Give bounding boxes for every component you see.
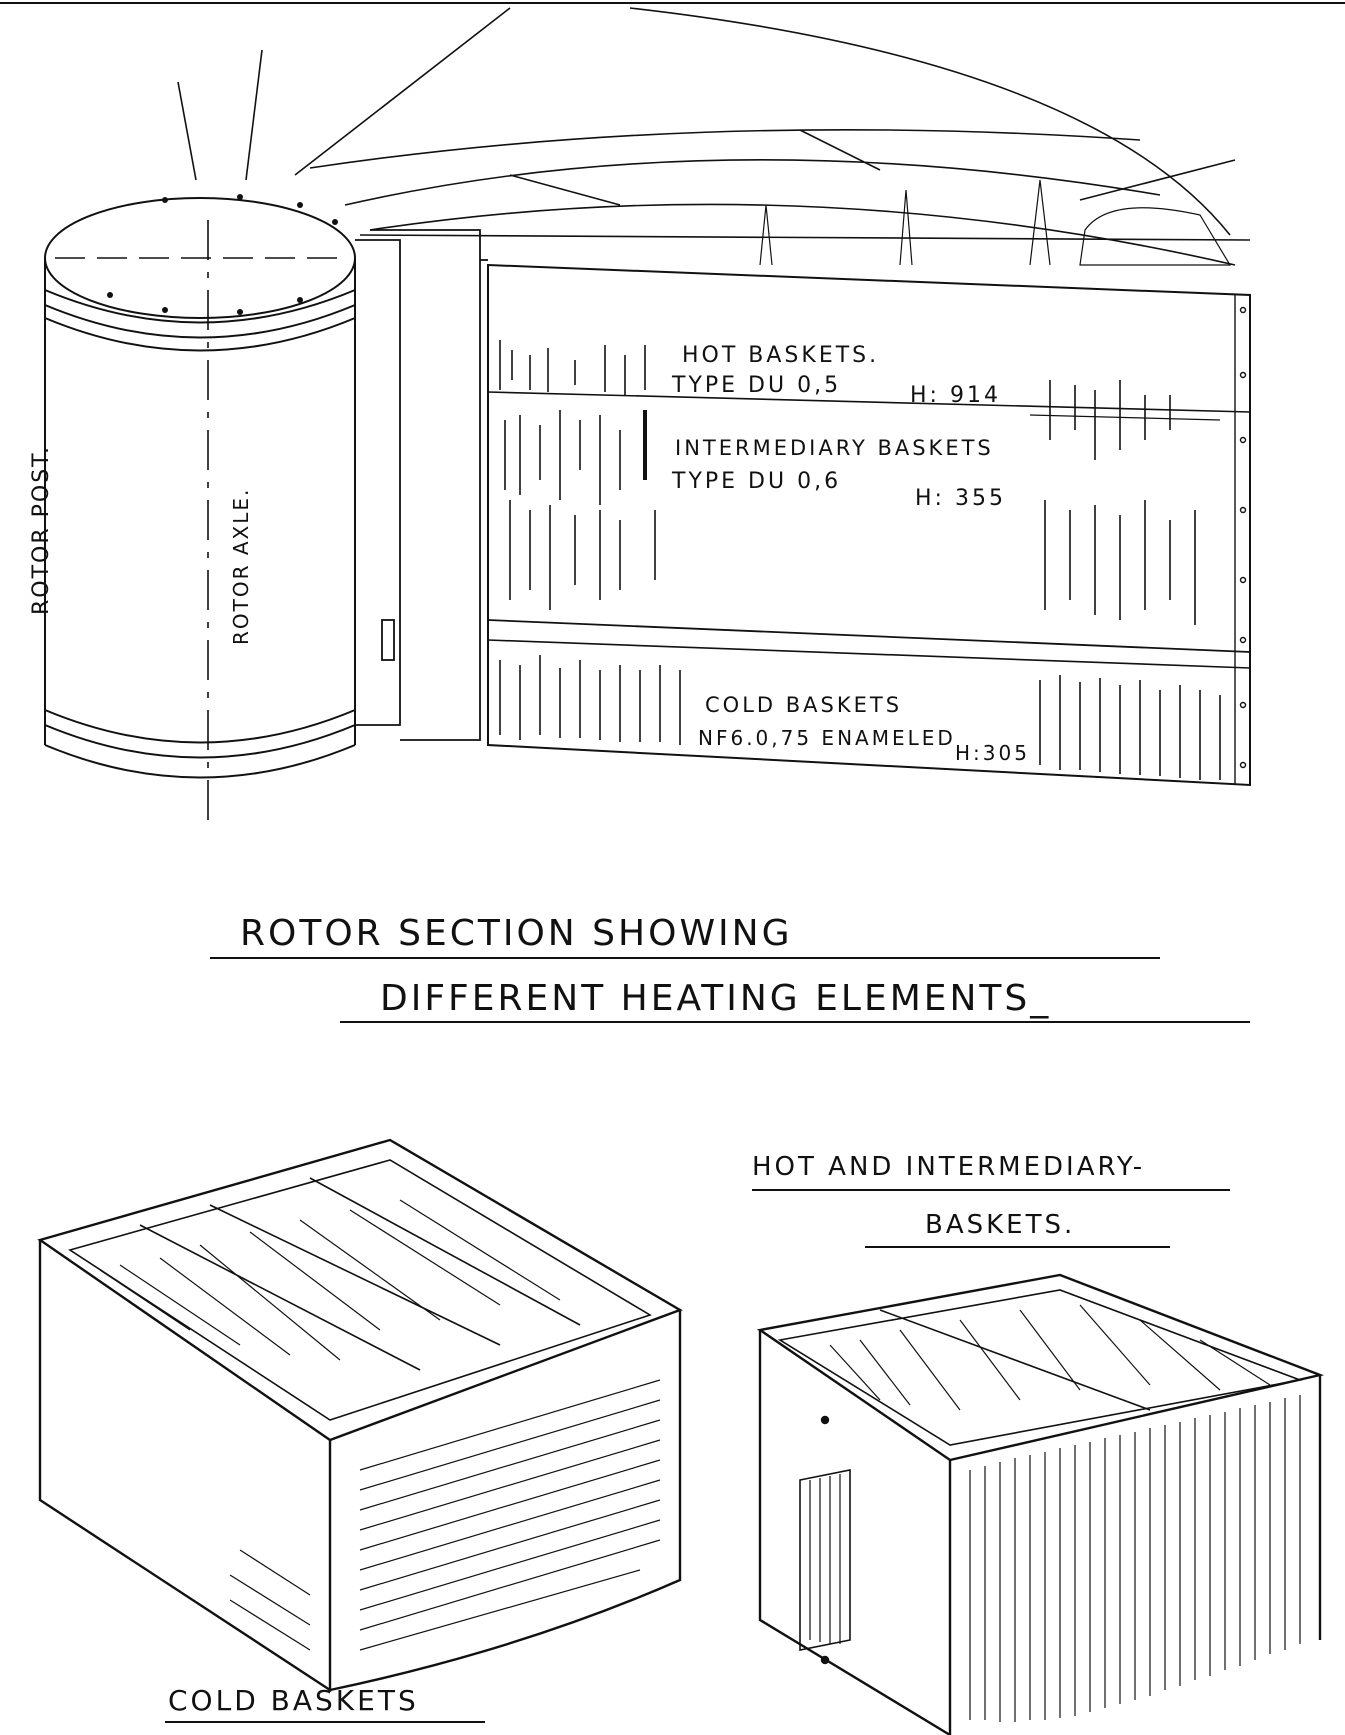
cold-baskets-spec: NF6.0,75 ENAMELED [698, 726, 956, 750]
hot-baskets-label: HOT BASKETS. [682, 343, 880, 368]
intermediary-baskets-spec: TYPE DU 0,6 [672, 469, 842, 494]
hot-baskets-height: H: 914 [910, 383, 1001, 408]
rotor-frame-connector [355, 230, 488, 740]
intermediary-baskets-label: INTERMEDIARY BASKETS [675, 436, 994, 460]
rotor-axle-label: ROTOR AXLE. [229, 487, 253, 645]
panel-rivets [1241, 308, 1246, 768]
cold-baskets-height: H:305 [955, 741, 1030, 765]
title-line-2: DIFFERENT HEATING ELEMENTS_ [380, 978, 1052, 1019]
hot-baskets-spec: TYPE DU 0,5 [672, 373, 842, 398]
cold-baskets-label: COLD BASKETS [705, 693, 903, 717]
rotor-post-cylinder [45, 198, 355, 825]
cold-basket-illustration [40, 1140, 680, 1690]
hot-intermediary-basket-illustration [760, 1275, 1320, 1735]
rotor-sector-lines [178, 8, 1250, 265]
cold-baskets-caption: COLD BASKETS [168, 1684, 419, 1717]
hot-intermediary-caption-line1: HOT AND INTERMEDIARY- [752, 1152, 1146, 1182]
diagram-title [210, 913, 1250, 1022]
rotor-post-label: ROTOR POST. [29, 444, 54, 615]
hot-intermediary-caption-line2: BASKETS. [925, 1210, 1076, 1240]
intermediary-baskets-height: H: 355 [915, 486, 1006, 511]
title-line-1: ROTOR SECTION SHOWING [240, 913, 793, 954]
rotor-section-drawing [0, 3, 1345, 825]
rotor-post-bolts [107, 194, 338, 315]
